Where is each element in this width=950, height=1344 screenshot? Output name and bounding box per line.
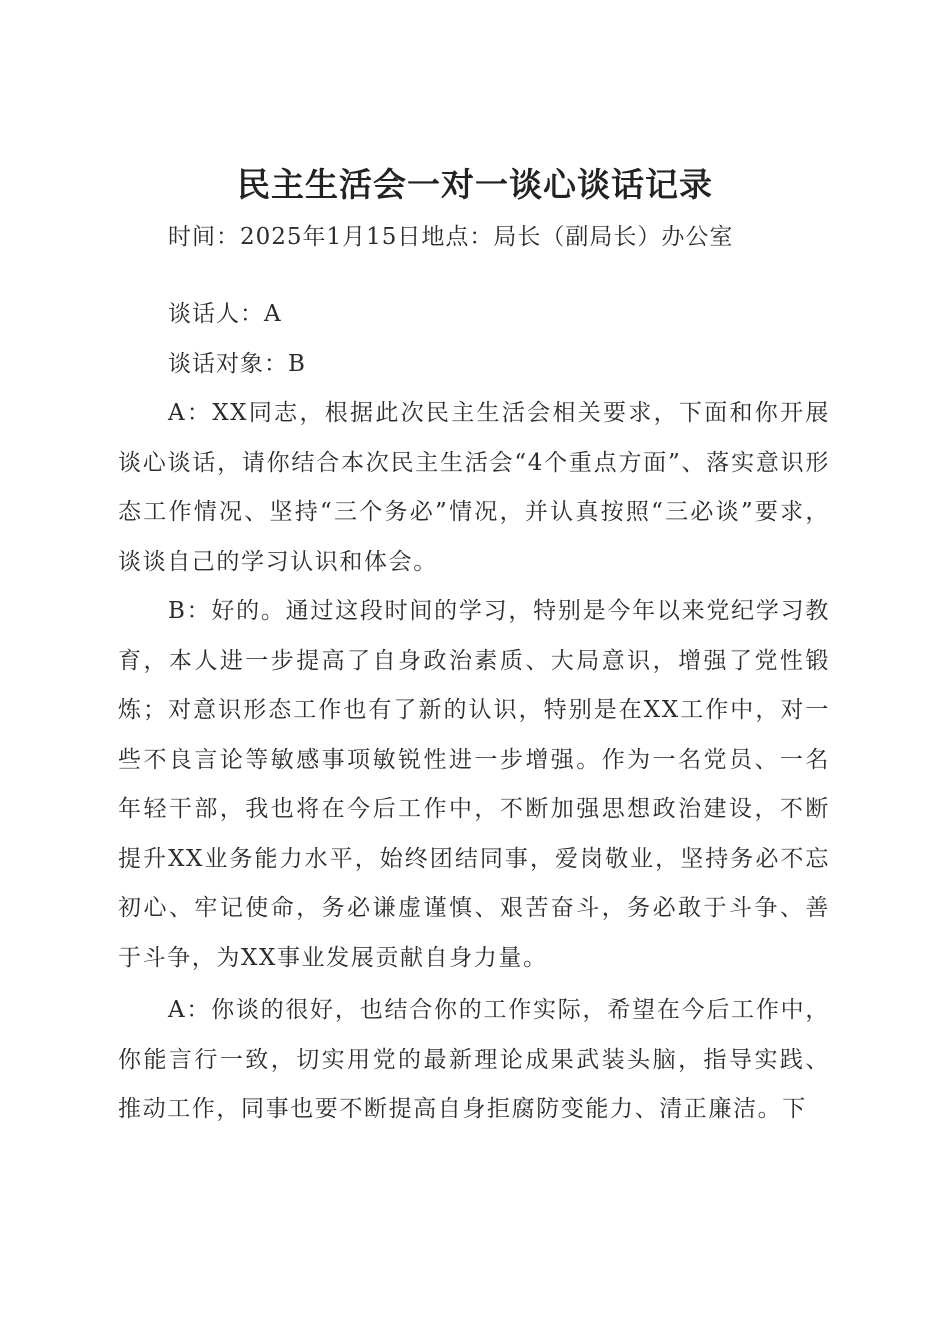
dialogue-paragraph-3: A：你谈的很好，也结合你的工作实际，希望在今后工作中，你能言行一致，切实用党的最新理论成果武装头脑，指导实践、推动工作，同事也要不断提高自身拒腐防变能力、清正廉洁。下 — [118, 997, 830, 1122]
dialogue-paragraph-1: A：XX同志，根据此次民主生活会相关要求，下面和你开展谈心谈话，请你结合本次民主生活会“4个重点方面”、落实意识形态工作情况、坚持“三个务必”情况，并认真按照“三必谈”要求，谈谈自己的学习认识和体会。 — [118, 400, 830, 575]
dialogue-paragraph-2: B：好的。通过这段时间的学习，特别是今年以来党纪学习教育，本人进一步提高了自身政治素质、大局意识，增强了党性锻炼；对意识形态工作也有了新的认识，特别是在XX工作中，对一些不良言论等敏感事项敏锐性进一步增强。作为一名党员、一名年轻干部，我也将在今后工作中，不断加强思想政治建设，不断提升XX业务能力水平，始终团结同事，爱岗敬业，坚持务必不忘初心、牢记使命，务必谦虚谨慎、艰苦奋斗，务必敢于斗争、善于斗争，为XX事业发展贡献自身力量。 — [118, 598, 830, 971]
meta-speaker: 谈话人：A — [168, 301, 282, 327]
meta-target: 谈话对象：B — [168, 351, 306, 377]
document-title: 民主生活会一对一谈心谈话记录 — [237, 165, 713, 204]
meta-time-place: 时间：2025年1月15日地点：局长（副局长）办公室 — [168, 224, 734, 250]
